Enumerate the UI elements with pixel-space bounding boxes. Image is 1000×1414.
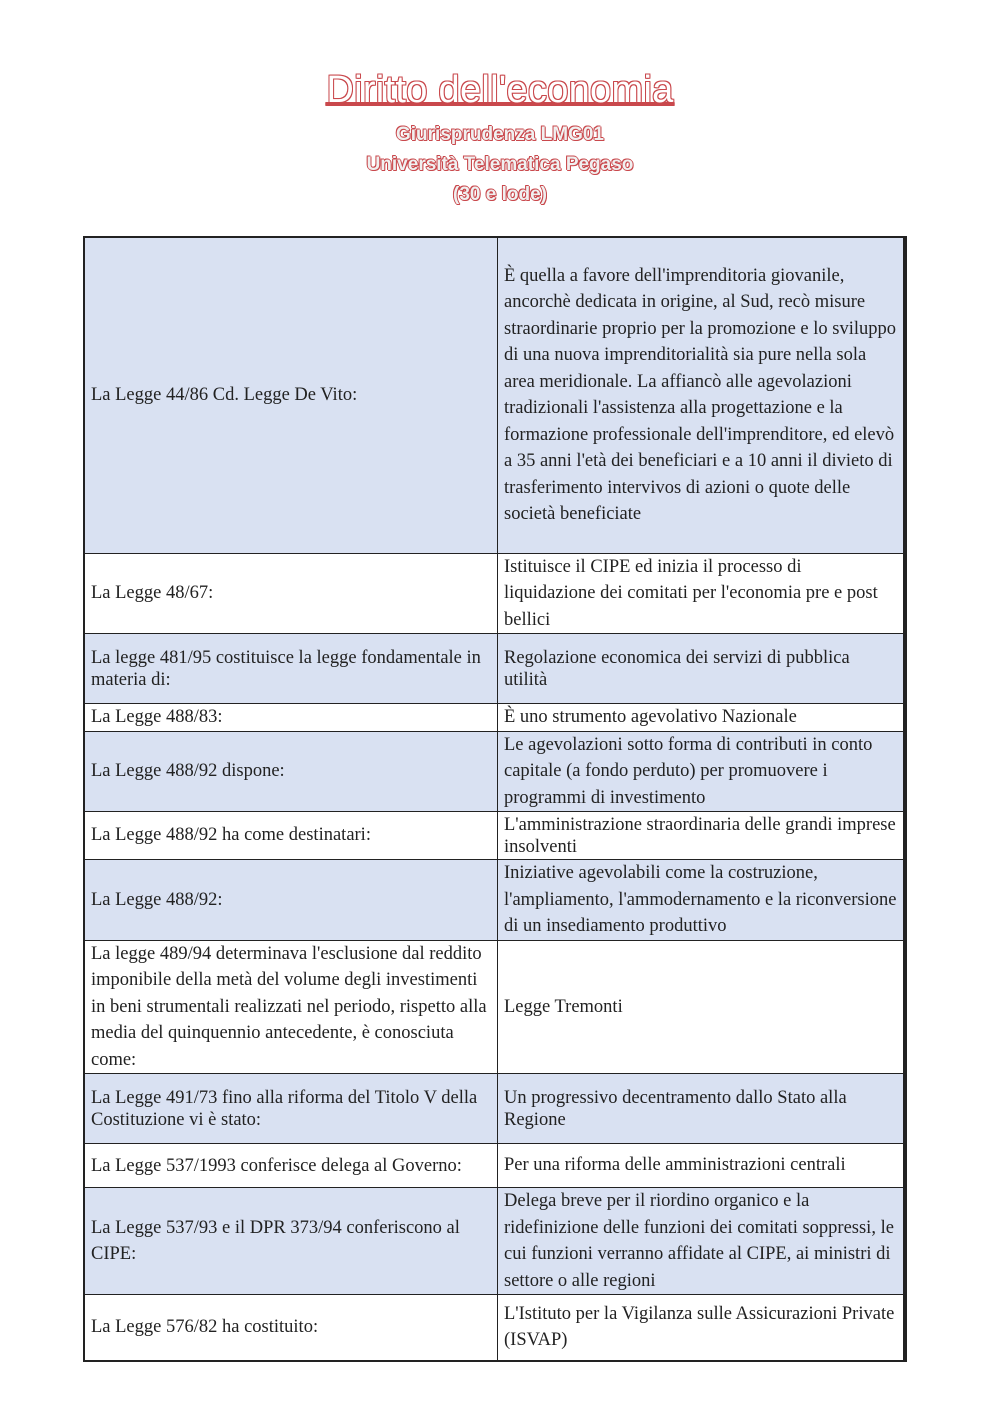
question-cell: La Legge 488/83:: [84, 704, 498, 732]
table-row: [84, 1144, 905, 1188]
document-header: [0, 68, 1000, 210]
question-cell: La Legge 48/67:: [84, 553, 498, 634]
answer-cell: Legge Tremonti: [498, 940, 906, 1074]
answer-cell: È quella a favore dell'imprenditoria giovanile, ancorchè dedicata in origine, al Sud, recò misure straordinarie proprio per la promozione e lo sviluppo di una nuova imprenditorialità sia pure nella sola area meridionale. La affiancò alle agevolazioni tradizionali l'assistenza alla progettazione e la formazione professionale dell'imprenditore, ed elevò a 35 anni l'età dei beneficiari e a 10 anni il divieto di trasferimento intervivos di azioni o quote delle società beneficiate: [498, 237, 906, 553]
table-row: [84, 1295, 905, 1361]
question-cell: La Legge 576/82 ha costituito:: [84, 1295, 498, 1361]
document-title: Diritto dell'economia: [326, 69, 674, 111]
answer-cell: L'Istituto per la Vigilanza sulle Assicurazioni Private (ISVAP): [498, 1295, 906, 1361]
answer-cell: Per una riforma delle amministrazioni centrali: [498, 1144, 906, 1188]
answer-cell: È uno strumento agevolativo Nazionale: [498, 704, 906, 732]
table-row: [84, 1074, 905, 1144]
question-cell: La Legge 44/86 Cd. Legge De Vito:: [84, 237, 498, 553]
table-row: [84, 634, 905, 704]
table-row: [84, 704, 905, 732]
answer-cell: Le agevolazioni sotto forma di contributi in conto capitale (a fondo perduto) per promuovere i programmi di investimento: [498, 731, 906, 812]
table-row: [84, 1188, 905, 1295]
question-cell: La Legge 488/92:: [84, 860, 498, 941]
answer-cell: Regolazione economica dei servizi di pubblica utilità: [498, 634, 906, 704]
question-cell: La legge 481/95 costituisce la legge fondamentale in materia di:: [84, 634, 498, 704]
question-cell: La Legge 488/92 ha come destinatari:: [84, 812, 498, 860]
answer-cell: L'amministrazione straordinaria delle grandi imprese insolventi: [498, 812, 906, 860]
table-row: [84, 860, 905, 941]
question-cell: La Legge 537/93 e il DPR 373/94 conferiscono al CIPE:: [84, 1188, 498, 1295]
answer-cell: Istituisce il CIPE ed inizia il processo di liquidazione dei comitati per l'economia pre e post bellici: [498, 553, 906, 634]
table-row: [84, 237, 905, 553]
question-cell: La legge 489/94 determinava l'esclusione dal reddito imponibile della metà del volume degli investimenti in beni strumentali realizzati nel periodo, rispetto alla media del quinquennio antecedente, è conosciuta come:: [84, 940, 498, 1074]
grade-label: (30 e lode): [453, 184, 547, 205]
answer-cell: Delega breve per il riordino organico e la ridefinizione delle funzioni dei comitati soppressi, le cui funzioni verranno affidate al CIPE, ai ministri di settore o alle regioni: [498, 1188, 906, 1295]
table-row: [84, 731, 905, 812]
answer-cell: Iniziative agevolabili come la costruzione, l'ampliamento, l'ammodernamento e la riconversione di un insediamento produttivo: [498, 860, 906, 941]
table-row: [84, 553, 905, 634]
answer-cell: Un progressivo decentramento dallo Stato alla Regione: [498, 1074, 906, 1144]
question-cell: La Legge 488/92 dispone:: [84, 731, 498, 812]
table-row: [84, 940, 905, 1074]
qa-table: [83, 236, 907, 1362]
table-row: [84, 812, 905, 860]
question-cell: La Legge 537/1993 conferisce delega al Governo:: [84, 1144, 498, 1188]
course-name: Giurisprudenza LMG01: [396, 124, 604, 145]
university-name: Università Telematica Pegaso: [366, 154, 634, 175]
question-cell: La Legge 491/73 fino alla riforma del Titolo V della Costituzione vi è stato:: [84, 1074, 498, 1144]
